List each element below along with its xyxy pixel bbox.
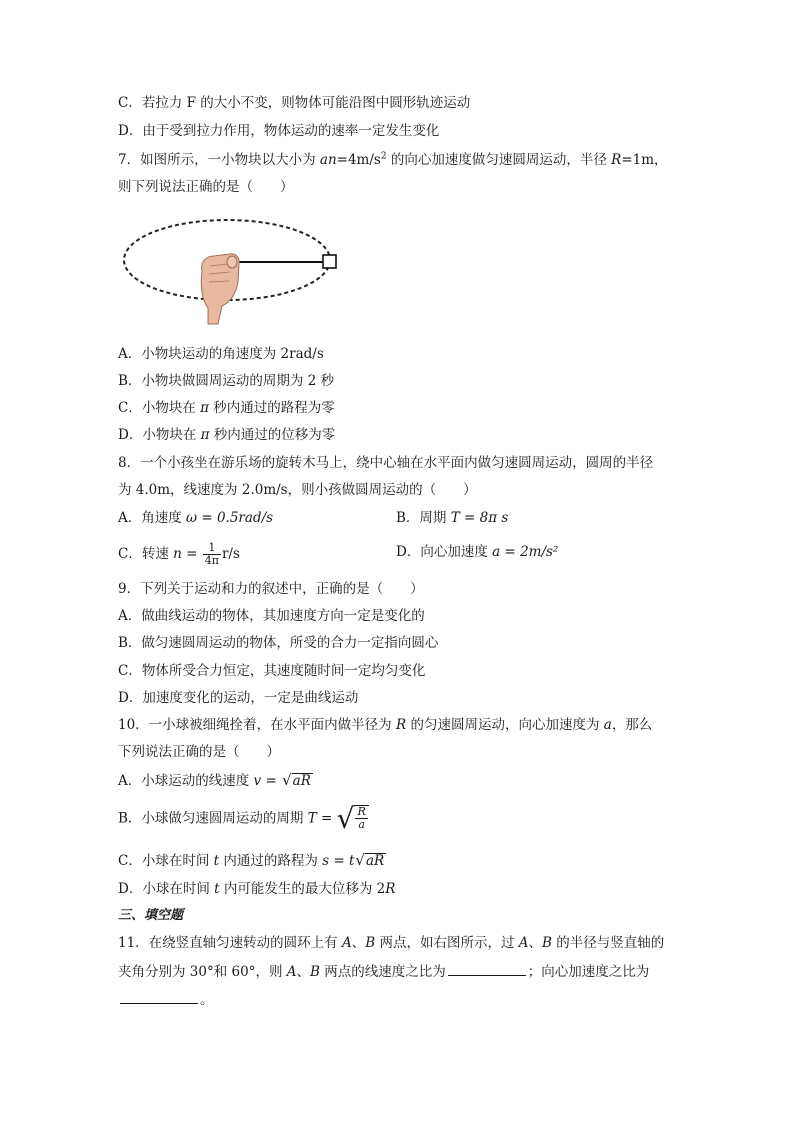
q7-option-d: D．小物块在 π 秒内通过的位移为零 <box>118 427 336 443</box>
section-heading-fill-in: 三、填空题 <box>118 908 184 923</box>
hand-icon <box>201 254 239 324</box>
q11-stem-line3: 。 <box>118 989 214 1010</box>
block <box>323 255 336 268</box>
q7-figure-circular-motion <box>118 212 350 332</box>
q8-option-b: B．周期 T = 8π s <box>396 510 509 526</box>
q8-option-a: A．角速度 ω = 0.5rad/s <box>118 510 274 526</box>
q9-option-b: B．做匀速圆周运动的物体，所受的合力一定指向圆心 <box>118 635 439 651</box>
q10-stem-line1: 10．一小球被细绳拴着，在水平面内做半径为 R 的匀速圆周运动，向心加速度为 a，那么 <box>118 717 653 733</box>
q7-stem-line2: 则下列说法正确的是（ ） <box>118 179 294 195</box>
q11-stem-line2: 夹角分别为 30°和 60°，则 A、B 两点的线速度之比为 ；向心加速度之比为 <box>118 961 649 982</box>
q8-stem-line2: 为 4.0m，线速度为 2.0m/s，则小孩做圆周运动的（ ） <box>118 482 477 498</box>
q9-option-a: A．做曲线运动的物体，其加速度方向一定是变化的 <box>118 608 425 624</box>
q10-option-a: A．小球运动的线速度 v = √aR <box>118 771 311 789</box>
q10-option-c: C．小球在时间 t 内通过的路程为 s = t√aR <box>118 851 385 869</box>
q8-option-d: D．向心加速度 a = 2m/s² <box>396 544 559 560</box>
q7-option-b: B．小物块做圆周运动的周期为 2 秒 <box>118 373 335 389</box>
q6-option-c: C．若拉力 F 的大小不变，则物体可能沿图中圆形轨迹运动 <box>118 95 471 111</box>
q9-stem: 9．下列关于运动和力的叙述中，正确的是（ ） <box>118 581 424 597</box>
q9-option-c: C．物体所受合力恒定，其速度随时间一定均匀变化 <box>118 663 426 679</box>
q6-option-d: D．由于受到拉力作用，物体运动的速率一定发生变化 <box>118 123 440 139</box>
q7-option-a: A．小物块运动的角速度为 2rad/s <box>118 346 324 362</box>
q10-stem-line2: 下列说法正确的是（ ） <box>118 744 280 760</box>
answer-blank-acceleration-ratio[interactable] <box>120 989 198 1004</box>
q7-stem-line1: 7．如图所示，一小物块以大小为 $an=4m/s^2$ 的向心加速度做匀速圆周运动，半径 R=1m， <box>118 151 668 168</box>
q10-option-d: D．小球在时间 t 内可能发生的最大位移为 2R <box>118 881 396 897</box>
q7-option-c: C．小物块在 π 秒内通过的路程为零 <box>118 400 335 416</box>
q9-option-d: D．加速度变化的运动，一定是曲线运动 <box>118 690 359 706</box>
q11-stem-line1: 11．在绕竖直轴匀速转动的圆环上有 A、B 两点，如右图所示，过 A、B 的半径与竖直轴的 <box>118 935 665 951</box>
q8-stem-line1: 8．一个小孩坐在游乐场的旋转木马上，绕中心轴在水平面内做匀速圆周运动，圆周的半径 <box>118 455 654 471</box>
q8-option-c: C．转速 n = $\frac{1}{4\pi}$ r/s <box>118 541 240 567</box>
q10-option-b: B．小球做匀速圆周运动的周期 T = √ $\frac{R}{a}$ <box>118 802 369 836</box>
answer-blank-velocity-ratio[interactable] <box>448 961 526 976</box>
